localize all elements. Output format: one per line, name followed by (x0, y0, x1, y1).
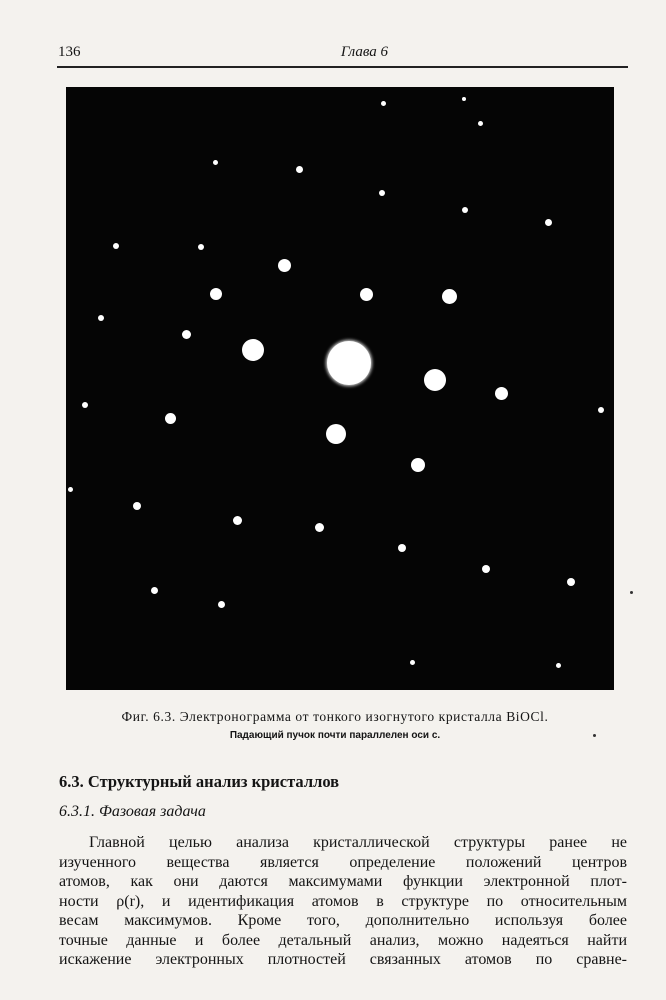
diffraction-spot (410, 660, 415, 665)
diffraction-spot (198, 244, 204, 250)
diffraction-spot (326, 424, 346, 444)
diffraction-spot (462, 97, 466, 101)
subsection-heading: 6.3.1. Фазовая задача (59, 803, 206, 820)
diffraction-spot (165, 413, 176, 424)
diffraction-spot (182, 330, 191, 339)
print-speck (593, 734, 596, 737)
diffraction-spot (462, 207, 468, 213)
page-number: 136 (58, 44, 81, 60)
diffraction-spot (442, 289, 457, 304)
paragraph-line: искажение электронных плотностей связанных атомов по сравне- (59, 951, 627, 968)
paragraph-line: Главной целью анализа кристаллической структуры ранее не (89, 834, 627, 851)
diffraction-spot (242, 339, 264, 361)
diffraction-spot (556, 663, 561, 668)
diffraction-spot (545, 219, 552, 226)
diffraction-spot (98, 315, 104, 321)
paragraph-line: точные данные и более детальный анализ, можно надеяться найти (59, 931, 627, 949)
diffraction-spot (210, 288, 222, 300)
diffraction-spot (411, 458, 425, 472)
diffraction-spot (68, 487, 73, 492)
paragraph-line: весам максимумов. Кроме того, дополнительно используя более (59, 912, 627, 929)
diffraction-spot (278, 259, 291, 272)
diffraction-spot (598, 407, 604, 413)
diffraction-spot (133, 502, 141, 510)
paragraph-line: атомов, как они даются максимумами функции электронной плот- (59, 873, 627, 890)
diffraction-spot (233, 516, 242, 525)
diffraction-spot (315, 523, 324, 532)
diffraction-spot (151, 587, 158, 594)
diffraction-spot (218, 601, 225, 608)
figure-caption-note: Падающий пучок почти параллелен оси c. (229, 730, 441, 741)
section-heading: 6.3. Структурный анализ кристаллов (59, 772, 340, 791)
diffraction-spot (495, 387, 508, 400)
body-paragraph (59, 833, 627, 970)
header-rule (57, 66, 628, 68)
diffraction-spot (482, 565, 490, 573)
diffraction-spot (567, 578, 575, 586)
chapter-title: Глава 6 (340, 44, 388, 60)
figure-caption: Фиг. 6.3. Электронограмма от тонкого изогнутого кристалла BiOCl. (121, 709, 549, 724)
diffraction-spot (213, 160, 218, 165)
paragraph-line: ности ρ(r), и идентификация атомов в структуре по относительным (59, 892, 627, 910)
print-speck (630, 591, 633, 594)
diffraction-spot (113, 243, 119, 249)
diffraction-spot (381, 101, 386, 106)
diffraction-spot (478, 121, 483, 126)
diffraction-spot (424, 369, 446, 391)
diffraction-spot (398, 544, 406, 552)
paragraph-line: изученного вещества является определение положений центров (59, 853, 627, 871)
diffraction-spot (296, 166, 303, 173)
running-head (58, 44, 628, 66)
electron-diffraction-pattern (66, 87, 614, 690)
diffraction-spot (379, 190, 385, 196)
diffraction-spot (327, 341, 371, 385)
diffraction-spot (360, 288, 373, 301)
diffraction-spot (82, 402, 88, 408)
